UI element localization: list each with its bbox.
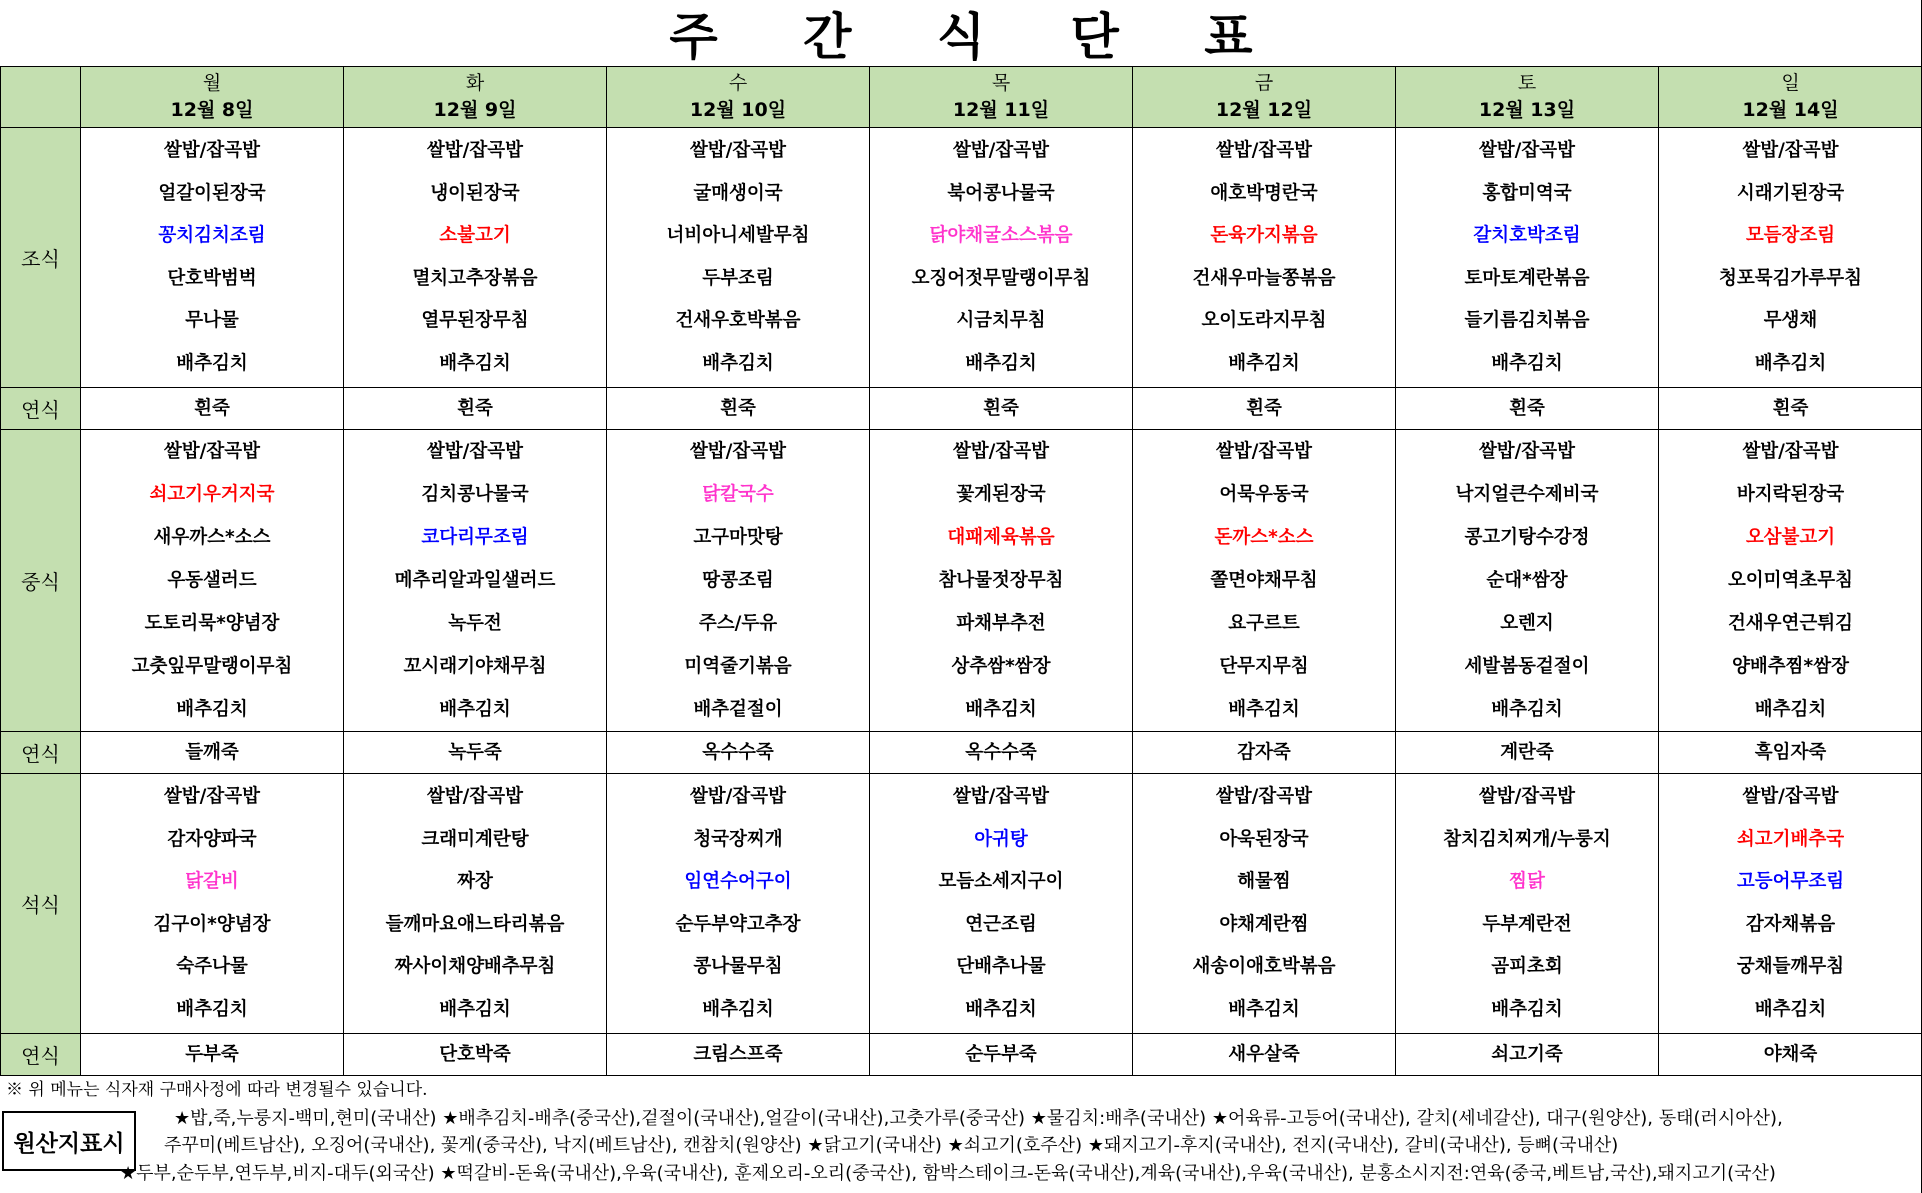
snack-item: 크림스프죽 xyxy=(693,1044,783,1065)
dish-item: 배추김치 xyxy=(1491,699,1563,720)
snack-item: 흰죽 xyxy=(720,398,756,419)
dish-item: 쌀밥/잡곡밥 xyxy=(689,441,787,462)
dish-item: 닭칼국수 xyxy=(702,484,774,505)
dish-list xyxy=(1396,130,1658,385)
dish-item: 쌀밥/잡곡밥 xyxy=(163,441,261,462)
dish-item: 쌀밥/잡곡밥 xyxy=(1742,441,1839,462)
page-title: 주 간 식 단 표 xyxy=(669,8,1287,66)
dish-item: 오삼불고기 xyxy=(1745,527,1836,548)
notice-text: ※ 위 메뉴는 식자재 구매사정에 따라 변경될수 있습니다. xyxy=(6,1080,428,1100)
dish-item: 열무된장무침 xyxy=(421,310,529,331)
snack-item: 쇠고기죽 xyxy=(1491,1044,1563,1065)
snack-item: 두부죽 xyxy=(185,1044,239,1065)
snack-item: 옥수수죽 xyxy=(702,742,774,763)
dish-list xyxy=(607,776,869,1031)
dish-item: 크래미계란탕 xyxy=(421,828,529,850)
dish-item: 배추김치 xyxy=(176,998,248,1020)
breakfast-cell xyxy=(607,128,870,388)
snack-cell xyxy=(1396,732,1659,774)
dish-item: 쌀밥/잡곡밥 xyxy=(163,140,261,161)
dish-item: 들깨마요애느타리볶음 xyxy=(385,913,565,935)
dish-item: 배추김치 xyxy=(965,998,1037,1020)
dish-item: 녹두전 xyxy=(448,613,502,634)
dish-item: 쌀밥/잡곡밥 xyxy=(1478,441,1576,462)
dish-item: 배추김치 xyxy=(1228,699,1300,720)
snack-item: 흰죽 xyxy=(1509,398,1545,419)
dish-item: 건새우연근튀김 xyxy=(1727,613,1854,634)
dish-item: 쌀밥/잡곡밥 xyxy=(1215,140,1313,161)
dish-item: 어묵우동국 xyxy=(1219,484,1309,505)
snack-item: 감자죽 xyxy=(1237,742,1291,763)
dish-item: 쌀밥/잡곡밥 xyxy=(1478,140,1576,161)
dish-item: 오이미역초무침 xyxy=(1727,570,1854,591)
day-header xyxy=(344,67,607,128)
dish-list xyxy=(1133,776,1395,1031)
lunch-cell xyxy=(1133,430,1396,732)
day-name: 토 xyxy=(1517,72,1537,94)
dish-item: 쇠고기배추국 xyxy=(1736,828,1845,850)
dish-item: 땅콩조림 xyxy=(702,570,774,591)
dish-item: 메추리알과일샐러드 xyxy=(394,570,556,591)
dish-item: 배추김치 xyxy=(176,352,248,374)
dish-item: 요구르트 xyxy=(1228,613,1300,634)
dish-item: 아욱된장국 xyxy=(1219,828,1309,850)
dish-item: 해물찜 xyxy=(1237,871,1291,892)
snack-item: 흰죽 xyxy=(1772,398,1809,419)
dish-item: 무생채 xyxy=(1763,310,1818,331)
snack-cell xyxy=(1396,1034,1659,1076)
dish-item: 고춧잎무말랭이무침 xyxy=(131,656,293,677)
dish-item: 감자양파국 xyxy=(167,828,257,850)
dish-item: 곰피초회 xyxy=(1491,956,1563,977)
dish-item: 참치김치찌개/누룽지 xyxy=(1443,828,1611,850)
dish-item: 두부조림 xyxy=(702,267,774,289)
dish-item: 너비아니세발무침 xyxy=(666,225,810,246)
dish-item: 미역줄기볶음 xyxy=(684,656,792,677)
dish-item: 콩고기탕수강정 xyxy=(1464,527,1590,548)
dish-item: 배추김치 xyxy=(1754,998,1827,1020)
dish-item: 세발봄동겉절이 xyxy=(1464,656,1590,677)
dish-item: 파채부추전 xyxy=(956,613,1046,634)
day-header xyxy=(1659,67,1922,128)
dish-item: 도토리묵*양념장 xyxy=(144,613,280,634)
snack-cell xyxy=(870,1034,1133,1076)
dish-list xyxy=(1659,776,1922,1031)
dish-item: 배추김치 xyxy=(965,352,1037,374)
dish-item: 돈육가지볶음 xyxy=(1210,225,1318,246)
origin-label-box: 원산지표시 xyxy=(2,1111,136,1171)
snack-cell xyxy=(607,388,870,430)
dish-item: 시금치무침 xyxy=(956,310,1046,331)
snack-cell xyxy=(81,1034,344,1076)
dinner-cell xyxy=(607,774,870,1034)
dish-item: 고등어무조림 xyxy=(1736,871,1845,892)
snack-item: 새우살죽 xyxy=(1228,1044,1300,1065)
snack-cell xyxy=(1659,1034,1922,1076)
dish-list xyxy=(81,430,343,731)
dish-item: 굴매생이국 xyxy=(693,182,783,204)
snack-cell xyxy=(870,732,1133,774)
day-date: 12월 9일 xyxy=(433,99,517,121)
dish-item: 단호박범벅 xyxy=(167,267,257,289)
dish-item: 고구마맛탕 xyxy=(693,527,783,548)
dish-item: 짜사이채양배추무침 xyxy=(394,956,556,977)
weekly-menu-table xyxy=(0,66,1922,1076)
breakfast-cell xyxy=(1133,128,1396,388)
snack-item: 단호박죽 xyxy=(439,1044,511,1065)
lunch-cell xyxy=(344,430,607,732)
dish-item: 냉이된장국 xyxy=(430,182,520,204)
dish-item: 오렌지 xyxy=(1500,613,1554,634)
breakfast-row xyxy=(1,128,1922,388)
day-date: 12월 14일 xyxy=(1742,99,1839,121)
snack-cell xyxy=(1133,388,1396,430)
dish-item: 쌀밥/잡곡밥 xyxy=(426,140,524,161)
day-date: 12월 12일 xyxy=(1215,99,1313,121)
dish-item: 닭야채굴소스볶음 xyxy=(929,225,1073,246)
dish-item: 멸치고추장볶음 xyxy=(412,267,538,289)
lunch-cell xyxy=(1659,430,1922,732)
dish-item: 배추김치 xyxy=(1228,352,1300,374)
snack-cell xyxy=(344,1034,607,1076)
dish-item: 쇠고기우거지국 xyxy=(149,484,275,505)
day-header xyxy=(1396,67,1659,128)
snack-row-3 xyxy=(1,1034,1922,1076)
dish-item: 꽁치김치조림 xyxy=(158,225,266,246)
dish-item: 김치콩나물국 xyxy=(421,484,529,505)
dish-item: 낙지얼큰수제비국 xyxy=(1455,484,1599,505)
snack-cell xyxy=(1396,388,1659,430)
snack-cell xyxy=(344,732,607,774)
dish-item: 짜장 xyxy=(457,871,493,892)
snack-item: 들깨죽 xyxy=(185,742,239,763)
dish-item: 꽃게된장국 xyxy=(956,484,1046,505)
dish-item: 소불고기 xyxy=(439,225,511,246)
dish-item: 단무지무침 xyxy=(1219,656,1309,677)
dish-list xyxy=(870,130,1132,385)
origin-line-3: ★두부,순두부,연두부,비지-대두(외국산) ★떡갈비-돈육(국내산),우육(국내산), 훈제오리-오리(중국산), 함박스테이크-돈육(국내산),계육(국내산),우육(국내산), 분홍소시지전:연육(중국,베트남,국산),돼지고기(국산) xyxy=(120,1163,1776,1184)
day-header xyxy=(870,67,1133,128)
dish-item: 쌀밥/잡곡밥 xyxy=(163,786,261,807)
snack-label-3: 연식 xyxy=(1,1034,81,1076)
dish-item: 쫄면야채무침 xyxy=(1210,570,1318,591)
snack-cell xyxy=(81,732,344,774)
origin-line-2: 주꾸미(베트남산), 오징어(국내산), 꽃게(중국산), 낙지(베트남산), 캔참치(원양산) ★닭고기(국내산) ★쇠고기(호주산) ★돼지고기-후지(국내산), 전지(국내산), 갈비(국내산), 등뼈(국내산) xyxy=(164,1135,1619,1156)
dish-item: 쌀밥/잡곡밥 xyxy=(952,786,1050,807)
day-header xyxy=(81,67,344,128)
dish-item: 배추김치 xyxy=(439,998,511,1020)
dish-item: 닭갈비 xyxy=(185,871,239,892)
dish-item: 배추김치 xyxy=(176,699,248,720)
dish-item: 꼬시래기야채무침 xyxy=(403,656,547,677)
lunch-cell xyxy=(607,430,870,732)
snack-item: 흰죽 xyxy=(983,398,1019,419)
dish-item: 시래기된장국 xyxy=(1736,182,1845,204)
dish-list xyxy=(1396,776,1658,1031)
dinner-cell xyxy=(870,774,1133,1034)
dish-item: 쌀밥/잡곡밥 xyxy=(1215,441,1313,462)
breakfast-cell xyxy=(81,128,344,388)
dish-item: 대패제육볶음 xyxy=(947,527,1055,548)
dish-item: 배추겉절이 xyxy=(693,699,783,720)
dinner-cell xyxy=(1133,774,1396,1034)
dish-item: 상추쌈*쌈장 xyxy=(951,656,1051,677)
dinner-cell xyxy=(81,774,344,1034)
dinner-cell xyxy=(1659,774,1922,1034)
dish-list xyxy=(1659,130,1922,385)
dish-item: 순두부약고추장 xyxy=(675,913,801,935)
dish-item: 배추김치 xyxy=(1491,998,1563,1020)
dish-item: 콩나물무침 xyxy=(693,956,783,977)
snack-cell xyxy=(1133,1034,1396,1076)
dish-item: 새송이애호박볶음 xyxy=(1192,956,1336,977)
day-name: 화 xyxy=(465,72,485,94)
snack-item: 순두부죽 xyxy=(965,1044,1037,1065)
dish-item: 청국장찌개 xyxy=(693,828,783,850)
snack-cell xyxy=(607,732,870,774)
dinner-label: 석식 xyxy=(1,774,81,1034)
day-date: 12월 11일 xyxy=(952,99,1050,121)
day-date: 12월 13일 xyxy=(1478,99,1576,121)
breakfast-cell xyxy=(1396,128,1659,388)
snack-cell xyxy=(870,388,1133,430)
dish-item: 주스/두유 xyxy=(698,613,778,634)
dish-item: 토마토계란볶음 xyxy=(1464,267,1590,289)
dish-item: 양배추찜*쌈장 xyxy=(1732,656,1849,677)
dish-item: 새우까스*소스 xyxy=(153,527,271,548)
dish-item: 배추김치 xyxy=(439,699,511,720)
day-name: 월 xyxy=(202,72,222,94)
breakfast-cell xyxy=(344,128,607,388)
dish-item: 들기름김치볶음 xyxy=(1464,310,1590,331)
day-header xyxy=(607,67,870,128)
dish-item: 연근조림 xyxy=(965,913,1037,935)
dish-item: 임연수어구이 xyxy=(684,871,792,892)
dish-item: 감자채볶음 xyxy=(1745,913,1836,935)
dish-item: 쌀밥/잡곡밥 xyxy=(1215,786,1313,807)
dish-item: 쌀밥/잡곡밥 xyxy=(952,140,1050,161)
breakfast-cell xyxy=(1659,128,1922,388)
dish-item: 쌀밥/잡곡밥 xyxy=(426,441,524,462)
day-name: 수 xyxy=(728,72,748,94)
dish-list xyxy=(1133,130,1395,385)
dish-list xyxy=(1659,430,1922,731)
dish-item: 무나물 xyxy=(185,310,239,331)
snack-item: 계란죽 xyxy=(1500,742,1554,763)
dish-item: 바지락된장국 xyxy=(1736,484,1845,505)
dish-list xyxy=(870,776,1132,1031)
lunch-cell xyxy=(870,430,1133,732)
dish-item: 찜닭 xyxy=(1509,871,1545,892)
dish-item: 배추김치 xyxy=(1228,998,1300,1020)
dinner-row xyxy=(1,774,1922,1034)
dish-item: 배추김치 xyxy=(439,352,511,374)
dish-item: 쌀밥/잡곡밥 xyxy=(1478,786,1576,807)
dish-item: 배추김치 xyxy=(1754,352,1827,374)
snack-cell xyxy=(81,388,344,430)
day-date: 12월 8일 xyxy=(170,99,254,121)
snack-cell xyxy=(607,1034,870,1076)
day-date: 12월 10일 xyxy=(689,99,787,121)
dish-item: 건새우마늘쫑볶음 xyxy=(1192,267,1336,289)
dish-list xyxy=(81,776,343,1031)
snack-item: 야채죽 xyxy=(1763,1044,1818,1065)
dish-item: 우동샐러드 xyxy=(167,570,257,591)
dish-item: 갈치호박조림 xyxy=(1473,225,1581,246)
dish-item: 단배추나물 xyxy=(956,956,1046,977)
dinner-cell xyxy=(1396,774,1659,1034)
lunch-cell xyxy=(81,430,344,732)
snack-row-2 xyxy=(1,732,1922,774)
dish-item: 얼갈이된장국 xyxy=(158,182,266,204)
dish-item: 궁채들깨무침 xyxy=(1736,956,1845,977)
dish-item: 애호박명란국 xyxy=(1210,182,1318,204)
dish-item: 쌀밥/잡곡밥 xyxy=(689,786,787,807)
dish-item: 청포묵김가루무침 xyxy=(1719,267,1862,289)
dish-item: 쌀밥/잡곡밥 xyxy=(1742,140,1839,161)
dish-item: 홍합미역국 xyxy=(1482,182,1572,204)
snack-item: 옥수수죽 xyxy=(965,742,1037,763)
dish-item: 참나물젓장무침 xyxy=(938,570,1064,591)
day-name: 목 xyxy=(991,72,1011,94)
header-row xyxy=(1,67,1922,128)
dish-item: 쌀밥/잡곡밥 xyxy=(689,140,787,161)
snack-cell xyxy=(1133,732,1396,774)
snack-item: 흰죽 xyxy=(457,398,493,419)
dish-item: 숙주나물 xyxy=(176,956,248,977)
dish-item: 쌀밥/잡곡밥 xyxy=(1742,786,1839,807)
lunch-cell xyxy=(1396,430,1659,732)
snack-item: 흰죽 xyxy=(194,398,230,419)
dish-list xyxy=(870,430,1132,731)
day-name: 금 xyxy=(1254,72,1274,94)
dinner-cell xyxy=(344,774,607,1034)
dish-item: 김구이*양념장 xyxy=(153,913,271,935)
day-name: 일 xyxy=(1781,72,1800,94)
dish-list xyxy=(344,130,606,385)
dish-item: 모듬장조림 xyxy=(1745,225,1836,246)
origin-line-1: ★밥,죽,누룽지-백미,현미(국내산) ★배추김치-배추(중국산),겉절이(국내산),얼갈이(국내산),고춧가루(중국산) ★물김치:배추(국내산) ★어육류-고등어(국내산), 갈치(세네갈산), 대구(원양산), 동태(러시아산), xyxy=(174,1108,1783,1129)
snack-item: 녹두죽 xyxy=(448,742,502,763)
lunch-label: 중식 xyxy=(1,430,81,732)
dish-item: 배추김치 xyxy=(1754,699,1827,720)
dish-item: 돈까스*소스 xyxy=(1214,527,1314,548)
dish-item: 북어콩나물국 xyxy=(947,182,1055,204)
snack-item: 흑임자죽 xyxy=(1754,742,1827,763)
snack-item: 흰죽 xyxy=(1246,398,1282,419)
dish-list xyxy=(81,130,343,385)
snack-cell xyxy=(1659,732,1922,774)
dish-list xyxy=(607,130,869,385)
dish-item: 두부계란전 xyxy=(1482,913,1572,935)
dish-item: 모듬소세지구이 xyxy=(938,871,1064,892)
snack-label-1: 연식 xyxy=(1,388,81,430)
dish-item: 코다리무조림 xyxy=(421,527,529,548)
dish-item: 배추김치 xyxy=(702,352,774,374)
day-header xyxy=(1133,67,1396,128)
dish-item: 배추김치 xyxy=(965,699,1037,720)
snack-cell xyxy=(344,388,607,430)
breakfast-cell xyxy=(870,128,1133,388)
dish-item: 야채계란찜 xyxy=(1219,913,1309,935)
dish-list xyxy=(344,776,606,1031)
dish-item: 오이도라지무침 xyxy=(1201,310,1327,331)
dish-item: 배추김치 xyxy=(702,998,774,1020)
dish-list xyxy=(607,430,869,731)
dish-item: 순대*쌈장 xyxy=(1486,570,1568,591)
snack-row-1 xyxy=(1,388,1922,430)
dish-item: 쌀밥/잡곡밥 xyxy=(426,786,524,807)
dish-item: 배추김치 xyxy=(1491,352,1563,374)
dish-list xyxy=(344,430,606,731)
dish-item: 아귀탕 xyxy=(974,828,1028,850)
dish-list xyxy=(1396,430,1658,731)
dish-list xyxy=(1133,430,1395,731)
dish-item: 오징어젓무말랭이무침 xyxy=(911,267,1091,289)
dish-item: 건새우호박볶음 xyxy=(675,310,801,331)
dish-item: 쌀밥/잡곡밥 xyxy=(952,441,1050,462)
corner-cell xyxy=(1,67,81,128)
snack-cell xyxy=(1659,388,1922,430)
snack-label-2: 연식 xyxy=(1,732,81,774)
lunch-row xyxy=(1,430,1922,732)
breakfast-label: 조식 xyxy=(1,128,81,388)
